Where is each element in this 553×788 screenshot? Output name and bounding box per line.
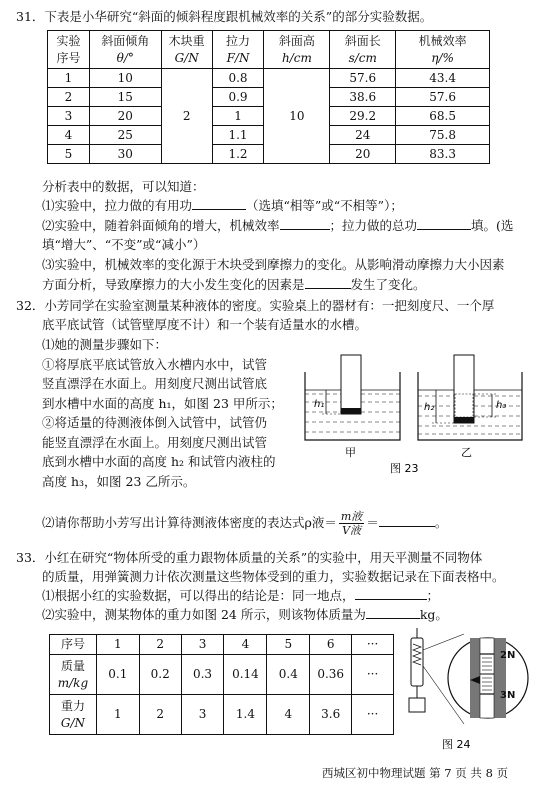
q31-header-cell: 木块重 G/N [161,31,212,69]
table-cell: 1 [96,635,139,655]
table-cell: 1.2 [212,145,264,164]
table-cell-height: 10 [264,69,330,164]
q31-sub3: ⑶实验中，机械效率的变化源于木块受到摩擦力的变化。从影响滑动摩擦力大小因素 [42,257,505,272]
table-cell: 2 [139,695,181,735]
table-cell: 0.8 [212,69,264,88]
q31-header-row [48,31,490,69]
q32-stem-cont: 底平底试管（试管壁厚度不计）和一个装有适量水的水槽。 [42,317,368,332]
q31-header-cell: 斜面高 h/cm [264,31,330,69]
table-cell: 68.5 [396,107,490,126]
table-cell: 57.6 [330,69,396,88]
table-cell-weight: 2 [161,69,212,164]
row-label: 质量 m/kg [50,655,97,695]
answer-blank[interactable] [280,217,330,230]
spring-scale-icon [409,628,425,712]
q33-sub2: ⑵实验中，测某物体的重力如图 24 所示，则该物体质量为 kg。 [42,607,448,622]
table-cell: 3 [181,635,224,655]
answer-blank[interactable] [366,606,420,619]
q31-sub2: ⑵实验中，随着斜面倾角的增大，机械效率 ；拉力做的总功 填。(选 [42,218,514,233]
q31-sub2-cont: 填“增大”、“不变”或“减小”） [42,237,206,252]
row-label: 序号 [50,635,97,655]
q31-header-cell: 斜面倾角 θ/° [89,31,161,69]
table-cell: 1 [48,69,90,88]
table-cell: 75.8 [396,126,490,145]
table-cell: 4 [224,635,267,655]
page-footer: 西城区初中物理试题 第 7 页 共 8 页 [322,766,509,780]
q33-table [49,634,394,735]
q32-step: ②将适量的待测液体倒入试管中，试管仍 [42,415,268,430]
fig23-caption: 图 23 [390,462,419,475]
row-label: 重力 G/N [50,695,97,735]
scale-label-2n: 2N [500,650,516,661]
q32-step: 高度 h₃，如图 23 乙所示。 [42,474,196,489]
table-cell: 2 [48,88,90,107]
table-cell: ··· [352,655,394,695]
svg-text:h₃: h₃ [496,400,507,411]
q32-part1: ⑴她的测量步骤如下： [42,337,168,352]
density-fraction: $\frac{\text{m液}}{\text{V液}}$ [340,510,363,537]
table-cell: 0.9 [212,88,264,107]
q31-header-cell: 实验 序号 [48,31,90,69]
table-cell: 5 [267,635,310,655]
fig23-label-b: 乙 [461,446,472,459]
table-cell: 1.1 [212,126,264,145]
q31-sub3-cont: 方面分析，导致摩擦力的大小发生变化的因素是 发生了变化。 [42,277,426,292]
table-cell: 15 [89,88,161,107]
table-cell: 20 [330,145,396,164]
table-cell: 2 [139,635,181,655]
q33-stem-cont: 的质量，用弹簧测力计依次测量这些物体受到的重力，实验数据记录在下面表格中。 [42,569,505,584]
table-cell: 0.2 [139,655,181,695]
table-cell: 3 [48,107,90,126]
q31-header-cell: 机械效率 η/% [396,31,490,69]
q31-header-cell: 拉力 F/N [212,31,264,69]
table-cell: 0.3 [181,655,224,695]
q32-step: 到水槽中水面的高度 h₁，如图 23 甲所示； [42,396,283,411]
table-cell: 1 [212,107,264,126]
tank-a [305,355,400,440]
table-cell: 1 [96,695,139,735]
table-cell: 4 [48,126,90,145]
table-cell: 83.3 [396,145,490,164]
q33-stem: 33．小红在研究“物体所受的重力跟物体质量的关系”的实验中，用天平测量不同物体 [16,550,483,565]
table-row [48,69,490,88]
answer-blank[interactable] [417,217,471,230]
answer-blank[interactable] [355,587,427,600]
answer-blank[interactable] [192,197,246,210]
q32-step: 竖直漂浮在水面上。用刻度尺测出试管底 [42,376,268,391]
table-cell: 29.2 [330,107,396,126]
scale-label-3n: 3N [500,690,516,701]
table-cell: 0.1 [96,655,139,695]
table-cell: 38.6 [330,88,396,107]
table-cell: ··· [352,695,394,735]
figure-23 [300,350,530,480]
table-cell: 30 [89,145,161,164]
table-cell: 3.6 [310,695,352,735]
fig23-label-a: 甲 [345,446,356,459]
table-cell: 1.4 [224,695,267,735]
svg-text:h₂: h₂ [424,402,435,413]
q31-header-cell: 斜面长 s/cm [330,31,396,69]
tank-b [418,355,522,440]
table-cell: 43.4 [396,69,490,88]
table-cell: 10 [89,69,161,88]
q32-step: 能竖直漂浮在水面上。用刻度尺测出试管 [42,435,268,450]
q31-table [47,30,490,164]
table-cell: 6 [310,635,352,655]
table-cell: 0.4 [267,655,310,695]
q32-part2: ⑵请你帮助小芳写出计算待测液体密度的表达式ρ液＝ $\frac{\text{m液}}{\text{V液}}$ ＝ 。 [42,510,448,537]
table-row [50,695,394,735]
figure-24 [400,624,530,756]
q32-step: 底到水槽中水面的高度 h₂ 和试管内液柱的 [42,454,276,469]
q32-stem: 32．小芳同学在实验室测量某种液体的密度。实验桌上的器材有：一把刻度尺、一个厚 [16,298,495,313]
table-cell: 4 [267,695,310,735]
table-row [50,635,394,655]
table-cell: 24 [330,126,396,145]
answer-blank[interactable] [379,514,435,527]
table-cell: 25 [89,126,161,145]
table-cell: 3 [181,695,224,735]
q33-sub1: ⑴根据小红的实验数据，可以得出的结论是：同一地点， ； [42,588,440,603]
q31-sub1: ⑴实验中，拉力做的有用功 （选填“相等”或“不相等”）； [42,198,403,213]
q31-analysis: 分析表中的数据，可以知道： [42,179,205,194]
q32-step: ①将厚底平底试管放入水槽内水中，试管 [42,357,268,372]
table-cell: 0.14 [224,655,267,695]
fig24-caption: 图 24 [442,738,471,751]
table-cell: 20 [89,107,161,126]
table-cell: 57.6 [396,88,490,107]
answer-blank[interactable] [305,276,351,289]
magnified-scale [448,638,528,718]
svg-text:h₁: h₁ [314,399,325,410]
table-row [50,655,394,695]
table-cell: ··· [352,635,394,655]
table-cell: 0.36 [310,655,352,695]
q31-intro: 31．下表是小华研究“斜面的倾斜程度跟机械效率的关系”的部分实验数据。 [16,9,433,24]
table-cell: 5 [48,145,90,164]
